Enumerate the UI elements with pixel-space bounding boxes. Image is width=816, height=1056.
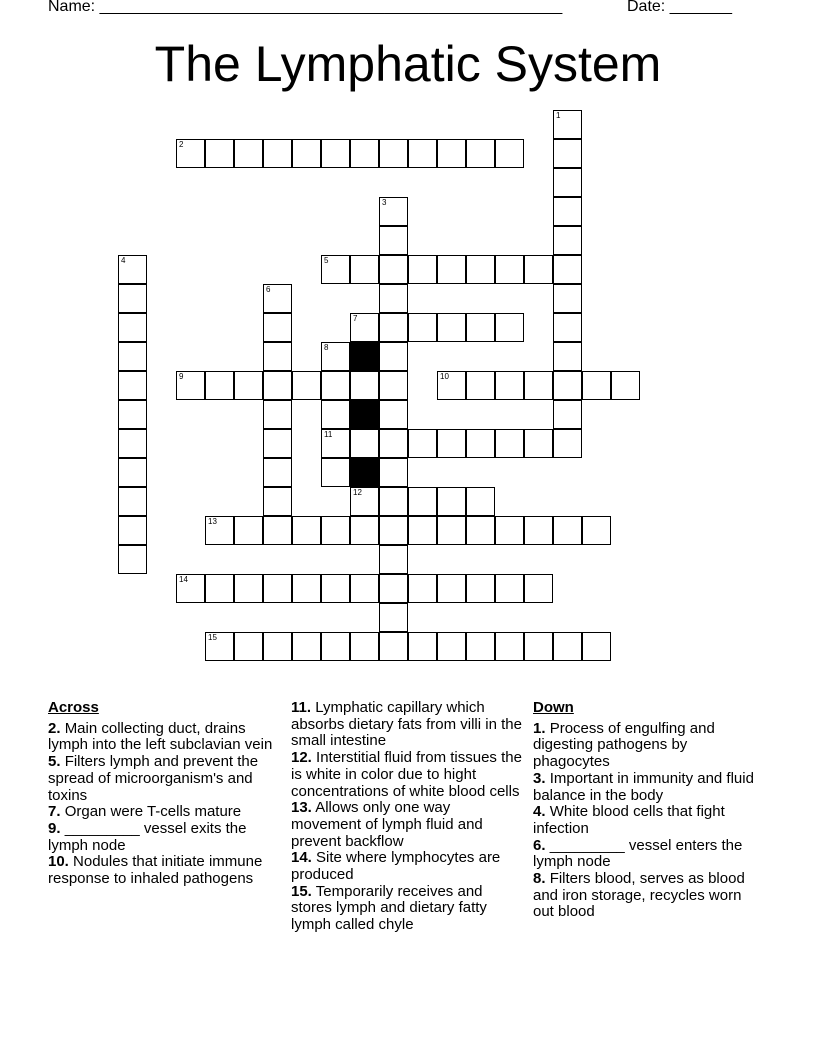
grid-cell[interactable] [495, 429, 524, 458]
clue-text: Important in immunity and fluid balance in the body [533, 769, 754, 804]
grid-cell[interactable] [553, 429, 582, 458]
grid-cell[interactable] [553, 342, 582, 371]
grid-cell[interactable] [118, 255, 147, 284]
grid-cell[interactable] [379, 371, 408, 400]
grid-cell[interactable] [553, 110, 582, 139]
grid-cell[interactable] [118, 371, 147, 400]
clue-number-label: 15 [208, 633, 217, 642]
clue-number: 7. [48, 803, 61, 821]
grid-cell[interactable] [495, 371, 524, 400]
grid-cell[interactable] [553, 139, 582, 168]
grid-cell[interactable] [263, 139, 292, 168]
clue-number: 4. [533, 803, 546, 821]
grid-cell[interactable] [495, 632, 524, 661]
grid-cell[interactable] [350, 516, 379, 545]
clue-across-10 [48, 854, 276, 887]
grid-cell[interactable] [437, 139, 466, 168]
grid-cell[interactable] [495, 255, 524, 284]
grid-cell[interactable] [553, 516, 582, 545]
grid-cell[interactable] [292, 371, 321, 400]
grid-cell[interactable] [118, 545, 147, 574]
clue-number: 11. [291, 699, 312, 716]
clue-across-12 [291, 750, 523, 800]
clue-down-8 [533, 871, 763, 921]
grid-cell[interactable] [379, 632, 408, 661]
page-title: The Lymphatic System [154, 36, 662, 92]
clue-down-4 [533, 804, 763, 837]
grid-cell[interactable] [350, 313, 379, 342]
grid-cell[interactable] [118, 313, 147, 342]
grid-cell[interactable] [234, 139, 263, 168]
grid-cell[interactable] [582, 516, 611, 545]
grid-cell[interactable] [263, 371, 292, 400]
grid-cell[interactable] [292, 516, 321, 545]
grid-cell[interactable] [553, 255, 582, 284]
across-heading: Across [48, 699, 99, 716]
grid-cell[interactable] [408, 255, 437, 284]
grid-cell[interactable] [263, 458, 292, 487]
grid-cell[interactable] [263, 284, 292, 313]
clue-across-9 [48, 821, 276, 854]
grid-cell[interactable] [350, 574, 379, 603]
grid-cell[interactable] [379, 342, 408, 371]
grid-cell[interactable] [437, 632, 466, 661]
clue-text: Interstitial fluid from tissues the is white in color due to hight concentrations of white blood cells [291, 749, 522, 800]
black-square [350, 342, 379, 371]
grid-cell[interactable] [321, 139, 350, 168]
clue-text: Temporarily receives and stores lymph and dietary fatty lymph called chyle [291, 882, 487, 934]
grid-cell[interactable] [495, 139, 524, 168]
clue-text: Site where lymphocytes are produced [291, 849, 501, 884]
clue-number: 8. [533, 870, 546, 888]
clue-number: 13. [291, 799, 312, 817]
grid-cell[interactable] [263, 342, 292, 371]
grid-cell[interactable] [263, 400, 292, 429]
grid-cell[interactable] [118, 458, 147, 487]
clue-number: 3. [533, 769, 546, 787]
across-clues-continued [291, 700, 523, 934]
clue-number-label: 6 [266, 285, 271, 294]
clue-text: Nodules that initiate immune response to inhaled pathogens [48, 853, 263, 888]
grid-cell[interactable] [321, 400, 350, 429]
clue-text: Filters lymph and prevent the spread of microorganism's and toxins [48, 753, 259, 804]
grid-cell[interactable] [263, 516, 292, 545]
grid-cell[interactable] [350, 139, 379, 168]
clue-text: Lymphatic capillary which absorbs dietary fats from villi in the small intestine [291, 699, 522, 750]
grid-cell[interactable] [350, 255, 379, 284]
clue-number-label: 7 [353, 314, 358, 323]
grid-cell[interactable] [524, 371, 553, 400]
grid-cell[interactable] [408, 139, 437, 168]
clue-number: 15. [291, 882, 312, 900]
grid-cell[interactable] [466, 313, 495, 342]
grid-cell[interactable] [176, 574, 205, 603]
clue-text: Filters blood, serves as blood and iron storage, recycles worn out blood [533, 870, 745, 921]
grid-cell[interactable] [118, 487, 147, 516]
grid-cell[interactable] [176, 371, 205, 400]
grid-cell[interactable] [553, 168, 582, 197]
grid-cell[interactable] [553, 284, 582, 313]
grid-cell[interactable] [466, 516, 495, 545]
clue-across-15 [291, 884, 523, 934]
grid-cell[interactable] [437, 574, 466, 603]
clue-number: 1. [533, 719, 546, 737]
clue-text: Organ were T-cells mature [64, 803, 242, 821]
grid-cell[interactable] [379, 458, 408, 487]
clue-text: _________ vessel exits the lymph node [48, 819, 247, 854]
clue-across-11 [291, 700, 523, 750]
clue-number: 5. [48, 753, 61, 771]
clue-across-2 [48, 721, 276, 754]
name-line: Name: ____________________________________________________ [48, 0, 563, 15]
clue-number: 12. [291, 749, 312, 767]
grid-cell[interactable] [263, 574, 292, 603]
clue-number: 2. [48, 719, 61, 737]
grid-cell[interactable] [495, 574, 524, 603]
grid-cell[interactable] [205, 574, 234, 603]
grid-cell[interactable] [582, 632, 611, 661]
grid-cell[interactable] [234, 632, 263, 661]
grid-cell[interactable] [524, 574, 553, 603]
grid-cell[interactable] [321, 429, 350, 458]
grid-cell[interactable] [408, 313, 437, 342]
clue-number: 9. [48, 819, 61, 837]
grid-cell[interactable] [234, 574, 263, 603]
grid-cell[interactable] [118, 342, 147, 371]
clue-number-label: 10 [440, 372, 449, 381]
grid-cell[interactable] [292, 632, 321, 661]
grid-cell[interactable] [466, 574, 495, 603]
grid-cell[interactable] [553, 226, 582, 255]
grid-cell[interactable] [118, 516, 147, 545]
grid-cell[interactable] [176, 139, 205, 168]
grid-cell[interactable] [205, 516, 234, 545]
grid-cell[interactable] [379, 284, 408, 313]
grid-cell[interactable] [379, 226, 408, 255]
grid-cell[interactable] [205, 632, 234, 661]
grid-cell[interactable] [321, 458, 350, 487]
clue-text: Main collecting duct, drains lymph into the left subclavian vein [48, 719, 273, 754]
grid-cell[interactable] [437, 313, 466, 342]
grid-cell[interactable] [321, 371, 350, 400]
clue-number-label: 13 [208, 517, 217, 526]
grid-cell[interactable] [379, 603, 408, 632]
grid-cell[interactable] [321, 632, 350, 661]
clue-across-7 [48, 804, 276, 821]
down-heading: Down [533, 699, 574, 716]
grid-cell[interactable] [321, 574, 350, 603]
grid-cell[interactable] [437, 429, 466, 458]
clue-down-3 [533, 771, 763, 804]
clue-down-1 [533, 721, 763, 771]
grid-cell[interactable] [379, 487, 408, 516]
grid-cell[interactable] [408, 574, 437, 603]
grid-cell[interactable] [437, 371, 466, 400]
grid-cell[interactable] [495, 313, 524, 342]
grid-cell[interactable] [437, 255, 466, 284]
grid-cell[interactable] [263, 632, 292, 661]
clue-down-6 [533, 838, 763, 871]
grid-cell[interactable] [379, 516, 408, 545]
grid-cell[interactable] [321, 255, 350, 284]
clue-text: _________ vessel enters the lymph node [533, 836, 743, 871]
grid-cell[interactable] [524, 429, 553, 458]
clue-text: Process of engulfing and digesting pathogens by phagocytes [533, 719, 715, 771]
grid-cell[interactable] [524, 255, 553, 284]
grid-cell[interactable] [379, 313, 408, 342]
grid-cell[interactable] [466, 371, 495, 400]
down-clues [533, 700, 763, 921]
clue-across-5 [48, 754, 276, 804]
clue-number-label: 5 [324, 256, 329, 265]
grid-cell[interactable] [234, 371, 263, 400]
grid-cell[interactable] [350, 429, 379, 458]
grid-cell[interactable] [118, 400, 147, 429]
clue-text: White blood cells that fight infection [533, 803, 725, 837]
clue-text: Allows only one way movement of lymph fluid and prevent backflow [291, 799, 483, 850]
grid-cell[interactable] [263, 313, 292, 342]
grid-cell[interactable] [408, 632, 437, 661]
grid-cell[interactable] [466, 255, 495, 284]
grid-cell[interactable] [292, 574, 321, 603]
grid-cell[interactable] [524, 632, 553, 661]
clue-across-13 [291, 800, 523, 850]
grid-cell[interactable] [524, 516, 553, 545]
grid-cell[interactable] [466, 429, 495, 458]
grid-cell[interactable] [408, 487, 437, 516]
grid-cell[interactable] [321, 342, 350, 371]
grid-cell[interactable] [379, 574, 408, 603]
clue-across-14 [291, 850, 523, 883]
clue-number-label: 2 [179, 140, 184, 149]
grid-cell[interactable] [205, 139, 234, 168]
grid-cell[interactable] [379, 139, 408, 168]
grid-cell[interactable] [611, 371, 640, 400]
grid-cell[interactable] [379, 400, 408, 429]
grid-cell[interactable] [553, 197, 582, 226]
grid-cell[interactable] [379, 255, 408, 284]
grid-cell[interactable] [553, 400, 582, 429]
grid-cell[interactable] [205, 371, 234, 400]
clue-number-label: 11 [324, 430, 333, 439]
grid-cell[interactable] [466, 487, 495, 516]
grid-cell[interactable] [263, 429, 292, 458]
grid-cell[interactable] [582, 371, 611, 400]
grid-cell[interactable] [379, 197, 408, 226]
grid-cell[interactable] [350, 371, 379, 400]
grid-cell[interactable] [553, 632, 582, 661]
clue-number-label: 12 [353, 488, 362, 497]
grid-cell[interactable] [379, 545, 408, 574]
grid-cell[interactable] [350, 632, 379, 661]
clue-number: 14. [291, 849, 312, 867]
grid-cell[interactable] [118, 284, 147, 313]
date-line: Date: _______ [627, 0, 732, 15]
black-square [350, 458, 379, 487]
grid-cell[interactable] [553, 313, 582, 342]
grid-cell[interactable] [379, 429, 408, 458]
clue-number-label: 9 [179, 372, 184, 381]
clue-number-label: 1 [556, 111, 561, 120]
clue-number-label: 8 [324, 343, 329, 352]
grid-cell[interactable] [408, 429, 437, 458]
black-square [350, 400, 379, 429]
clue-number-label: 4 [121, 256, 126, 265]
grid-cell[interactable] [466, 632, 495, 661]
clue-number: 10. [48, 853, 69, 871]
grid-cell[interactable] [466, 139, 495, 168]
grid-cell[interactable] [408, 516, 437, 545]
grid-cell[interactable] [234, 516, 263, 545]
across-clues [48, 700, 276, 888]
grid-cell[interactable] [350, 487, 379, 516]
grid-cell[interactable] [118, 429, 147, 458]
clue-number-label: 3 [382, 198, 387, 207]
grid-cell[interactable] [437, 516, 466, 545]
grid-cell[interactable] [321, 516, 350, 545]
grid-cell[interactable] [437, 487, 466, 516]
grid-cell[interactable] [263, 487, 292, 516]
grid-cell[interactable] [553, 371, 582, 400]
grid-cell[interactable] [292, 139, 321, 168]
grid-cell[interactable] [495, 516, 524, 545]
clue-number: 6. [533, 836, 546, 854]
clue-number-label: 14 [179, 575, 188, 584]
